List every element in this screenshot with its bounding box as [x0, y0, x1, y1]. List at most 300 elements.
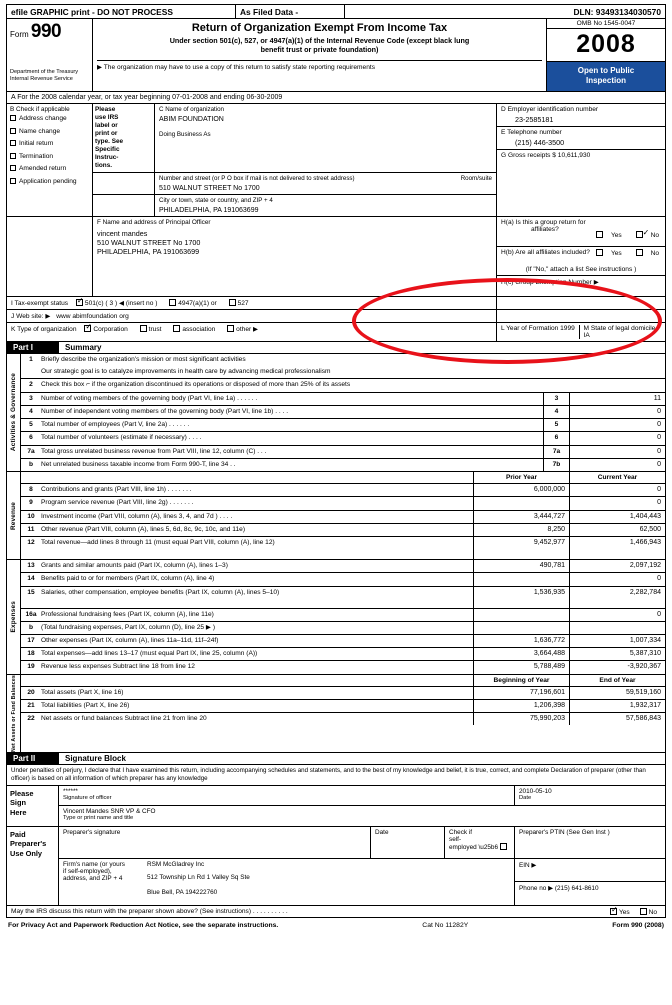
part1-bar [6, 342, 666, 354]
firm-values [147, 861, 250, 903]
tax-status-opt2-label: 4947(a)(1) or [178, 300, 217, 307]
form-word: Form [10, 30, 29, 39]
checkbox-box-icon[interactable] [169, 299, 176, 306]
activities-side-text: Activities & Governance [10, 373, 17, 452]
check-if-applicable-column [7, 104, 93, 216]
ha-no[interactable] [630, 228, 659, 239]
org-type-row [6, 323, 666, 342]
may-irs-no-label: No [648, 908, 657, 916]
current-value: 2,282,784 [569, 587, 665, 608]
tax-status-opt2[interactable] [169, 300, 216, 307]
website-label: J Web site: ▶ [11, 313, 51, 320]
paid-preparer-row [7, 826, 665, 905]
checkbox-label: Name change [19, 127, 61, 135]
line-text: Number of voting members of the governing body (Part VI, line 1a) . . . . . . [41, 394, 258, 402]
formation-domicile-cell [497, 323, 665, 341]
tax-status-opt3[interactable] [229, 300, 249, 307]
begin-value: 77,196,601 [473, 687, 569, 699]
line-10 [21, 511, 665, 524]
firm-label: Firm's name (or yours if self-employed), address, and ZIP + 4 [63, 860, 125, 882]
city-label: City or town, state or country, and ZIP + 4 [159, 197, 273, 204]
checkbox-termination[interactable] [10, 151, 89, 164]
preparer-signature-cell[interactable] [59, 827, 371, 858]
mission-text: Our strategic goal is to catalyze improvements in health care by advancing medical professionalism [41, 368, 331, 376]
line-number: 16a [25, 610, 37, 618]
checkbox-box-icon[interactable] [10, 115, 16, 121]
line-number: 10 [27, 512, 35, 520]
form-header [6, 19, 666, 92]
spacer-left [93, 173, 155, 194]
checkbox-box-icon[interactable] [10, 153, 16, 159]
checkbox-box-icon[interactable] [10, 178, 16, 184]
net-assets-side-label [7, 675, 21, 752]
line-16b [21, 622, 665, 635]
line-20 [21, 687, 665, 700]
org-street-row [93, 173, 496, 195]
officer-addr2: PHILADELPHIA, PA 191063699 [97, 247, 200, 256]
city-value: PHILADELPHIA, PA 191063699 [159, 207, 259, 214]
checkbox-address-change[interactable] [10, 113, 89, 126]
current-value: 5,387,310 [569, 648, 665, 660]
line-text: Contributions and grants (Part VIII, line 1h) . . . . . . . [41, 486, 192, 494]
ein-phone-column [497, 104, 665, 216]
org-type-cell [7, 323, 497, 341]
ein-value: 23-2585181 [515, 115, 554, 124]
footer-right: Form 990 (2008) [612, 921, 664, 929]
website-value[interactable]: www abimfoundation org [56, 313, 129, 320]
line-text: Total number of employees (Part V, line 2a) . . . . . . [41, 421, 190, 429]
form-subtitle-1: Under section 501(c), 527, or 4947(a)(1) of the Internal Revenue Code (except black lung [169, 36, 470, 45]
hb-yes[interactable] [590, 250, 622, 257]
preparer-date-cell[interactable] [371, 827, 445, 858]
checkbox-checked-icon[interactable]: ✓ [610, 904, 618, 914]
tax-status-cell [7, 297, 497, 309]
form-number: 990 [30, 21, 62, 42]
checkbox-box-icon[interactable] [596, 231, 603, 238]
line-number: 22 [27, 715, 35, 723]
line-text: Other revenue (Part VIII, column (A), lines 5, 6d, 8c, 9c, 10c, and 11e) [41, 525, 246, 533]
line-text: Net unrelated business taxable income from Form 990-T, line 34 . . [41, 460, 236, 468]
checkbox-box-icon[interactable] [10, 128, 16, 134]
line-text: Total gross unrelated business revenue from Part VIII, line 12, column (C) . . . [41, 447, 267, 455]
current-value: -3,920,367 [569, 661, 665, 673]
phone-value: (215) 446-3500 [515, 138, 565, 147]
checkbox-checked-icon[interactable]: ✓ [76, 296, 84, 305]
line-text: Salaries, other compensation, employee benefits (Part IX, column (A), lines 5–10) [41, 588, 280, 596]
org-name-row [93, 104, 496, 173]
line-text: Professional fundraising fees (Part IX, column (A), line 11e) [41, 610, 214, 618]
revenue-section [6, 472, 666, 560]
line-number: 6 [29, 434, 33, 442]
line-number: 19 [27, 663, 35, 671]
line-18 [21, 648, 665, 661]
current-value [569, 622, 665, 634]
line-text: Total number of volunteers (estimate if necessary) . . . . [41, 434, 202, 442]
expenses-side-label [7, 560, 21, 674]
checkbox-initial-return[interactable] [10, 138, 89, 151]
efile-topbar [6, 4, 666, 19]
line-number: 12 [27, 539, 35, 547]
firm-phone: Phone no ▶ (215) 641-8610 [519, 884, 599, 892]
part2-title: Signature Block [65, 753, 126, 763]
phone-row [497, 127, 665, 150]
dba-label: Doing Business As [159, 131, 211, 138]
h-questions-column [497, 217, 665, 296]
org-city-row [93, 195, 496, 216]
org-type-label: K Type of organization [11, 326, 77, 333]
line-value: 0 [569, 459, 665, 471]
tax-status-label: I Tax-exempt status [11, 300, 69, 307]
hb-row [497, 247, 665, 276]
perjury-statement: Under penalties of perjury, I declare that I have examined this return, including accompanying schedules and statements, and to the best of my knowledge and belief, it is true, correct, and complete Declaration of preparer (other than officer) is based on all information of which preparer has any knowledge [11, 766, 646, 782]
firm-name: RSM McGladrey Inc [147, 860, 205, 868]
prior-value: 8,250 [473, 524, 569, 536]
may-irs-yes[interactable] [610, 904, 630, 916]
line-value: 0 [569, 446, 665, 458]
org-name-label: C Name of organization [159, 106, 225, 113]
line-text: Other expenses (Part IX, column (A), lines 11a–11d, 11f–24f) [41, 636, 219, 644]
line-text: Total revenue—add lines 8 through 11 (must equal Part VIII, column (A), line 12) [41, 539, 275, 547]
line-text: Briefly describe the organization's mission or most significant activities [41, 356, 246, 363]
activities-side-label [7, 354, 21, 471]
signature-caption: Signature of officer [63, 794, 112, 801]
org-city-cell [155, 195, 496, 216]
line-text: Grants and similar amounts paid (Part IX, column (A), lines 1–3) [41, 562, 228, 570]
line-text: Total assets (Part X, line 16) [41, 688, 124, 696]
spacer-left-2 [93, 195, 155, 216]
prior-value [473, 609, 569, 621]
officer-name-caption: Type or print name and title [63, 814, 134, 821]
sig-date-value: 2010-05-10 [519, 787, 552, 795]
checkbox-box-icon[interactable] [10, 140, 16, 146]
hb-label: H(b) Are all affiliates included? [501, 249, 590, 256]
self-employed-label: Check if self- employed \u25b6 [449, 828, 499, 851]
line-12 [21, 537, 665, 559]
end-value: 57,586,843 [569, 713, 665, 725]
line-number: 11 [27, 525, 35, 533]
activities-rows [21, 354, 665, 471]
org-type-other[interactable] [227, 326, 258, 333]
may-irs-no[interactable] [640, 909, 657, 916]
current-value: 0 [569, 609, 665, 621]
part1-label: Part I [7, 342, 59, 353]
prior-value: 9,452,977 [473, 537, 569, 559]
org-type-trust[interactable] [140, 326, 162, 333]
current-value: 0 [569, 497, 665, 509]
line-ref: 7a [543, 446, 569, 458]
line-text: Benefits paid to or for members (Part IX, column (A), line 4) [41, 575, 215, 583]
line-value: 11 [569, 393, 665, 405]
begin-value: 75,990,203 [473, 713, 569, 725]
net-assets-section [6, 675, 666, 753]
line-value: 0 [569, 406, 665, 418]
identification-block [6, 104, 666, 217]
prior-value [473, 622, 569, 634]
form-number-block [7, 19, 93, 91]
hc-label: H(c) Group Exemption Number ▶ [501, 279, 599, 286]
net-assets-rows [21, 675, 665, 752]
line-number: 5 [29, 421, 33, 429]
line-8 [21, 484, 665, 497]
line-number: 1 [29, 356, 33, 363]
org-street-cell [155, 173, 496, 194]
part2-bar [6, 753, 666, 765]
line-16a [21, 609, 665, 622]
may-irs-yesno [610, 904, 657, 916]
officer-block [6, 217, 666, 297]
officer-signature-cell[interactable] [59, 786, 515, 805]
begin-value: 1,206,398 [473, 700, 569, 712]
year-formation: L Year of Formation 1999 [501, 325, 580, 339]
state-domicile: M State of legal domicile IA [583, 325, 656, 339]
ptin-cell[interactable] [515, 827, 665, 858]
current-value: 1,466,943 [569, 537, 665, 559]
street-label-text: Number and street (or P O box if mail is not delivered to street address) [159, 175, 355, 182]
checkbox-label: Address change [19, 115, 67, 122]
header-spacer [21, 675, 473, 686]
line-text: Total expenses—add lines 13–17 (must equal Part IX, line 25, column (A)) [41, 650, 258, 658]
tax-status-opt1-label: 501(c) ( 3 ) ◀ (insert no ) [84, 300, 158, 307]
line-number: 4 [29, 407, 33, 415]
ha-sub: affiliates? [531, 226, 559, 233]
line-text: Net assets or fund balances Subtract line 21 from line 20 [41, 715, 207, 723]
revenue-side-text: Revenue [10, 501, 17, 530]
activities-governance-section [6, 354, 666, 472]
checkbox-box-icon[interactable] [500, 843, 507, 850]
tax-status-row [6, 297, 666, 310]
date-caption: Date [519, 794, 532, 801]
preparer-date-label: Date [375, 828, 389, 836]
tax-status-opt1[interactable] [76, 296, 158, 307]
line-number: 2 [29, 381, 33, 389]
line-14 [21, 573, 665, 586]
gross-receipts-row [497, 150, 665, 188]
checkbox-box-icon[interactable] [596, 249, 603, 256]
ha-yes[interactable] [590, 232, 622, 239]
prior-value [473, 573, 569, 585]
firm-info-row [59, 859, 665, 905]
organization-column [93, 104, 497, 216]
current-value: 2,097,192 [569, 560, 665, 572]
tax-year: 2008 [547, 29, 665, 62]
line-number: 13 [27, 562, 35, 570]
website-cell [7, 310, 497, 322]
line-22 [21, 713, 665, 725]
checkbox-label: Amended return [19, 165, 67, 173]
dept-treasury: Department of the Treasury [10, 69, 79, 75]
net-assets-column-headers [21, 675, 665, 687]
end-year-header: End of Year [569, 675, 665, 686]
website-right-spacer [497, 310, 665, 322]
revenue-column-headers [21, 472, 665, 484]
line-13 [21, 560, 665, 573]
line-1 [21, 354, 665, 366]
line-number: 8 [29, 486, 33, 494]
checkbox-label: Application pending [19, 177, 77, 185]
line-7b [21, 459, 665, 471]
paid-preparer-label: Paid Preparer's Use Only [7, 827, 59, 905]
dln-label: DLN: 93493134030570 [573, 6, 661, 17]
checkbox-box-icon[interactable] [229, 299, 236, 306]
part2-label: Part II [7, 753, 59, 764]
line-9 [21, 497, 665, 510]
org-name-cell [155, 104, 496, 172]
line-number: 9 [29, 499, 33, 507]
page-footer [6, 918, 666, 929]
line-17 [21, 635, 665, 648]
line-number: b [28, 460, 34, 468]
checkbox-checked-icon[interactable]: ✓ [85, 322, 93, 331]
website-row [6, 310, 666, 323]
checkbox-box-icon[interactable] [140, 325, 147, 332]
line-number [21, 366, 41, 378]
checkbox-box-icon[interactable] [10, 165, 16, 171]
line-7a [21, 446, 665, 459]
form-title-block [93, 19, 547, 91]
checkbox-name-change[interactable] [10, 126, 89, 139]
preparer-signature-label: Preparer's signature [63, 828, 121, 836]
checkbox-box-icon[interactable] [636, 249, 643, 256]
officer-addr1: 510 WALNUT STREET No 1700 [97, 238, 201, 247]
principal-officer-cell [93, 217, 497, 296]
expenses-side-text: Expenses [10, 601, 17, 633]
line-ref: 4 [543, 406, 569, 418]
signature-date-cell[interactable] [515, 786, 665, 805]
ha-yes-label: Yes [610, 232, 622, 239]
may-irs-discuss-text: May the IRS discuss this return with the preparer shown above? (See instructions) . . . . . . . . . . [11, 907, 288, 915]
end-value: 59,519,160 [569, 687, 665, 699]
line-text: Program service revenue (Part VIII, line 2g) . . . . . . . [41, 499, 194, 507]
firm-ein[interactable]: EIN ▶ [515, 859, 665, 882]
checkbox-amended-return[interactable] [10, 163, 89, 176]
prior-value: 3,444,727 [473, 511, 569, 523]
irs-service: Internal Revenue Service [10, 75, 73, 82]
hb-no-label: No [650, 250, 659, 257]
line-4 [21, 406, 665, 419]
line-text: Investment income (Part VIII, column (A), lines 3, 4, and 7d ) . . . . [41, 512, 233, 520]
line-15 [21, 587, 665, 609]
prior-value: 490,781 [473, 560, 569, 572]
prior-value: 1,536,935 [473, 587, 569, 608]
may-irs-yes-label: Yes [618, 908, 630, 916]
paid-preparer-body [59, 827, 665, 905]
omb-number: OMB No 1545-0047 [547, 19, 665, 29]
hb-yes-label: Yes [610, 250, 622, 257]
tax-status-opt3-label: 527 [237, 300, 249, 307]
line-1-mission [21, 366, 665, 379]
line-number: 17 [27, 636, 35, 644]
hb-no[interactable] [630, 250, 659, 257]
org-type-corporation[interactable] [84, 322, 128, 333]
firm-cell [59, 859, 515, 905]
line-number: 3 [29, 394, 33, 402]
prior-value: 5,788,489 [473, 661, 569, 673]
hb-yesno [584, 249, 659, 257]
line-2 [21, 379, 665, 392]
signature-block [6, 765, 666, 906]
hb-note: (If "No," attach a list See instructions ) [525, 266, 637, 273]
revenue-side-label [7, 472, 21, 559]
prior-value: 3,664,488 [473, 648, 569, 660]
tax-status-right-spacer [497, 297, 665, 309]
officer-name-line [59, 806, 665, 826]
header-spacer [21, 472, 473, 483]
line-ref: 7b [543, 459, 569, 471]
line-11 [21, 524, 665, 537]
checkbox-label: Initial return [19, 140, 54, 148]
org-type-association[interactable] [173, 326, 215, 333]
checkbox-box-icon[interactable] [173, 325, 180, 332]
ha-row [497, 217, 665, 247]
org-type-other-label: other ▶ [236, 326, 259, 333]
roomsuite-label: Room/suite [460, 175, 492, 182]
line-ref: 5 [543, 419, 569, 431]
line-text: (Total fundraising expenses, Part IX, column (D), line 25 ▶ ) [41, 623, 216, 631]
prior-value: 1,636,772 [473, 635, 569, 647]
may-irs-discuss-row [6, 906, 666, 918]
officer-left-spacer [7, 217, 93, 296]
footer-catalog: Cat No 11282Y [422, 921, 469, 929]
omb-block [547, 19, 665, 91]
org-type-trust-label: trust [148, 326, 162, 333]
efile-label: efile GRAPHIC print - DO NOT PROCESS [11, 6, 173, 17]
asfiled-label: As Filed Data - [235, 5, 345, 18]
officer-name: vincent mandes [97, 229, 148, 238]
line-number: 7a [27, 447, 35, 455]
form-title: Return of Organization Exempt From Income Tax [191, 22, 448, 34]
line-text: Number of independent voting members of the governing body (Part VI, line 1b) . . . . [41, 407, 289, 415]
form-subtitle-2: benefit trust or private foundation) [260, 45, 379, 55]
line-value: 0 [569, 419, 665, 431]
open-to-public-badge: Open to Public Inspection [547, 62, 665, 91]
prior-value: 6,000,000 [473, 484, 569, 496]
line-ref: 6 [543, 432, 569, 444]
prior-year-header: Prior Year [473, 472, 569, 483]
phone-label: E Telephone number [501, 129, 562, 136]
current-value: 62,500 [569, 524, 665, 536]
line-number: 18 [27, 650, 35, 658]
checkbox-checked-icon[interactable]: ✓ [636, 231, 643, 238]
checkbox-application-pending[interactable] [10, 176, 89, 189]
end-value: 1,932,317 [569, 700, 665, 712]
street-value: 510 WALNUT STREET No 1700 [159, 185, 260, 192]
checkbox-box-icon[interactable] [640, 908, 647, 915]
line-text: Total liabilities (Part X, line 26) [41, 701, 130, 709]
revenue-rows [21, 472, 665, 559]
ha-yesno [584, 228, 659, 239]
street-label [159, 175, 492, 182]
line-5 [21, 419, 665, 432]
line-21 [21, 700, 665, 713]
org-type-corporation-label: Corporation [93, 326, 128, 333]
line-number: 14 [27, 575, 35, 583]
firm-addr1: 512 Township Ln Rd 1 Valley Sq Ste [147, 873, 250, 881]
self-employed-cell[interactable] [445, 827, 515, 858]
expenses-rows [21, 560, 665, 674]
officer-label: F Name and address of Principal Officer [97, 219, 211, 226]
check-applicable-label: B Check if applicable [10, 106, 70, 113]
line-number: 21 [27, 701, 35, 709]
officer-name-cell [59, 806, 665, 826]
ein-row [497, 104, 665, 127]
expenses-section [6, 560, 666, 675]
checkbox-label: Termination [19, 152, 54, 160]
checkbox-box-icon[interactable] [227, 325, 234, 332]
begin-year-header: Beginning of Year [473, 675, 569, 686]
line-text[interactable]: Check this box ⌐ if the organization discontinued its operations or disposed of more than 25% of its assets [41, 381, 351, 389]
footer-left: For Privacy Act and Paperwork Reduction Act Notice, see the separate instructions. [8, 921, 279, 929]
net-assets-side-text: Net Assets or Fund Balances [10, 674, 17, 752]
